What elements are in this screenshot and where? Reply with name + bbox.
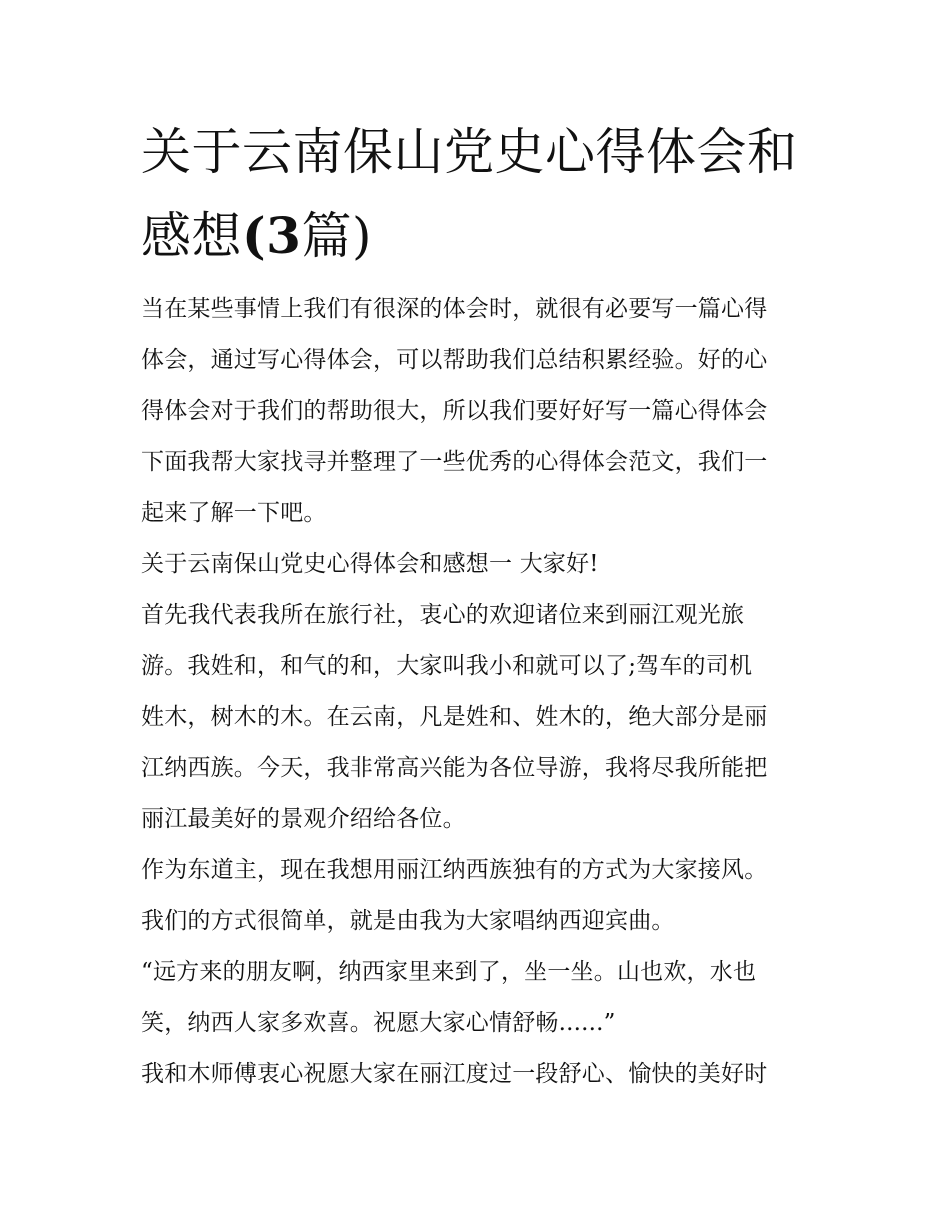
body-line: 首先我代表我所在旅行社，衷心的欢迎诸位来到丽江观光旅 <box>141 602 745 628</box>
title-line-2-suffix: 篇) <box>301 207 372 265</box>
body-line: 姓木，树木的木。在云南，凡是姓和、姓木的，绝大部分是丽 <box>141 704 768 730</box>
body-line: 体会，通过写心得体会，可以帮助我们总结积累经验。好的心 <box>141 347 768 373</box>
body-line: 江纳西族。今天，我非常高兴能为各位导游，我将尽我所能把 <box>141 755 768 781</box>
body-line: 我们的方式很简单，就是由我为大家唱纳西迎宾曲。 <box>141 908 675 934</box>
body-line: 下面我帮大家找寻并整理了一些优秀的心得体会范文，我们一 <box>141 449 768 475</box>
body-line: 作为东道主，现在我想用丽江纳西族独有的方式为大家接风。 <box>141 857 768 883</box>
title-line-2-text: 感想 <box>141 207 242 265</box>
body-line: “远方来的朋友啊，纳西家里来到了，坐一坐。山也欢，水也 <box>141 959 757 985</box>
body-line: 当在某些事情上我们有很深的体会时，就很有必要写一篇心得 <box>141 296 768 322</box>
body-line: 得体会对于我们的帮助很大，所以我们要好好写一篇心得体会 <box>141 398 768 424</box>
title-line-1: 关于云南保山党史心得体会和 <box>141 123 798 181</box>
title-line-2-count: (3 <box>242 206 302 265</box>
section-heading-line: 关于云南保山党史心得体会和感想一 大家好! <box>141 551 599 577</box>
body-line: 我和木师傅衷心祝愿大家在丽江度过一段舒心、愉快的美好时 <box>141 1061 768 1087</box>
document-title <box>141 110 831 278</box>
body-line: 起来了解一下吧。 <box>141 500 327 526</box>
body-line: 笑，纳西人家多欢喜。祝愿大家心情舒畅......” <box>141 1010 616 1036</box>
body-line: 游。我姓和，和气的和，大家叫我小和就可以了;驾车的司机 <box>141 653 753 679</box>
body-line: 丽江最美好的景观介绍给各位。 <box>141 806 466 832</box>
document-body <box>141 284 814 1100</box>
